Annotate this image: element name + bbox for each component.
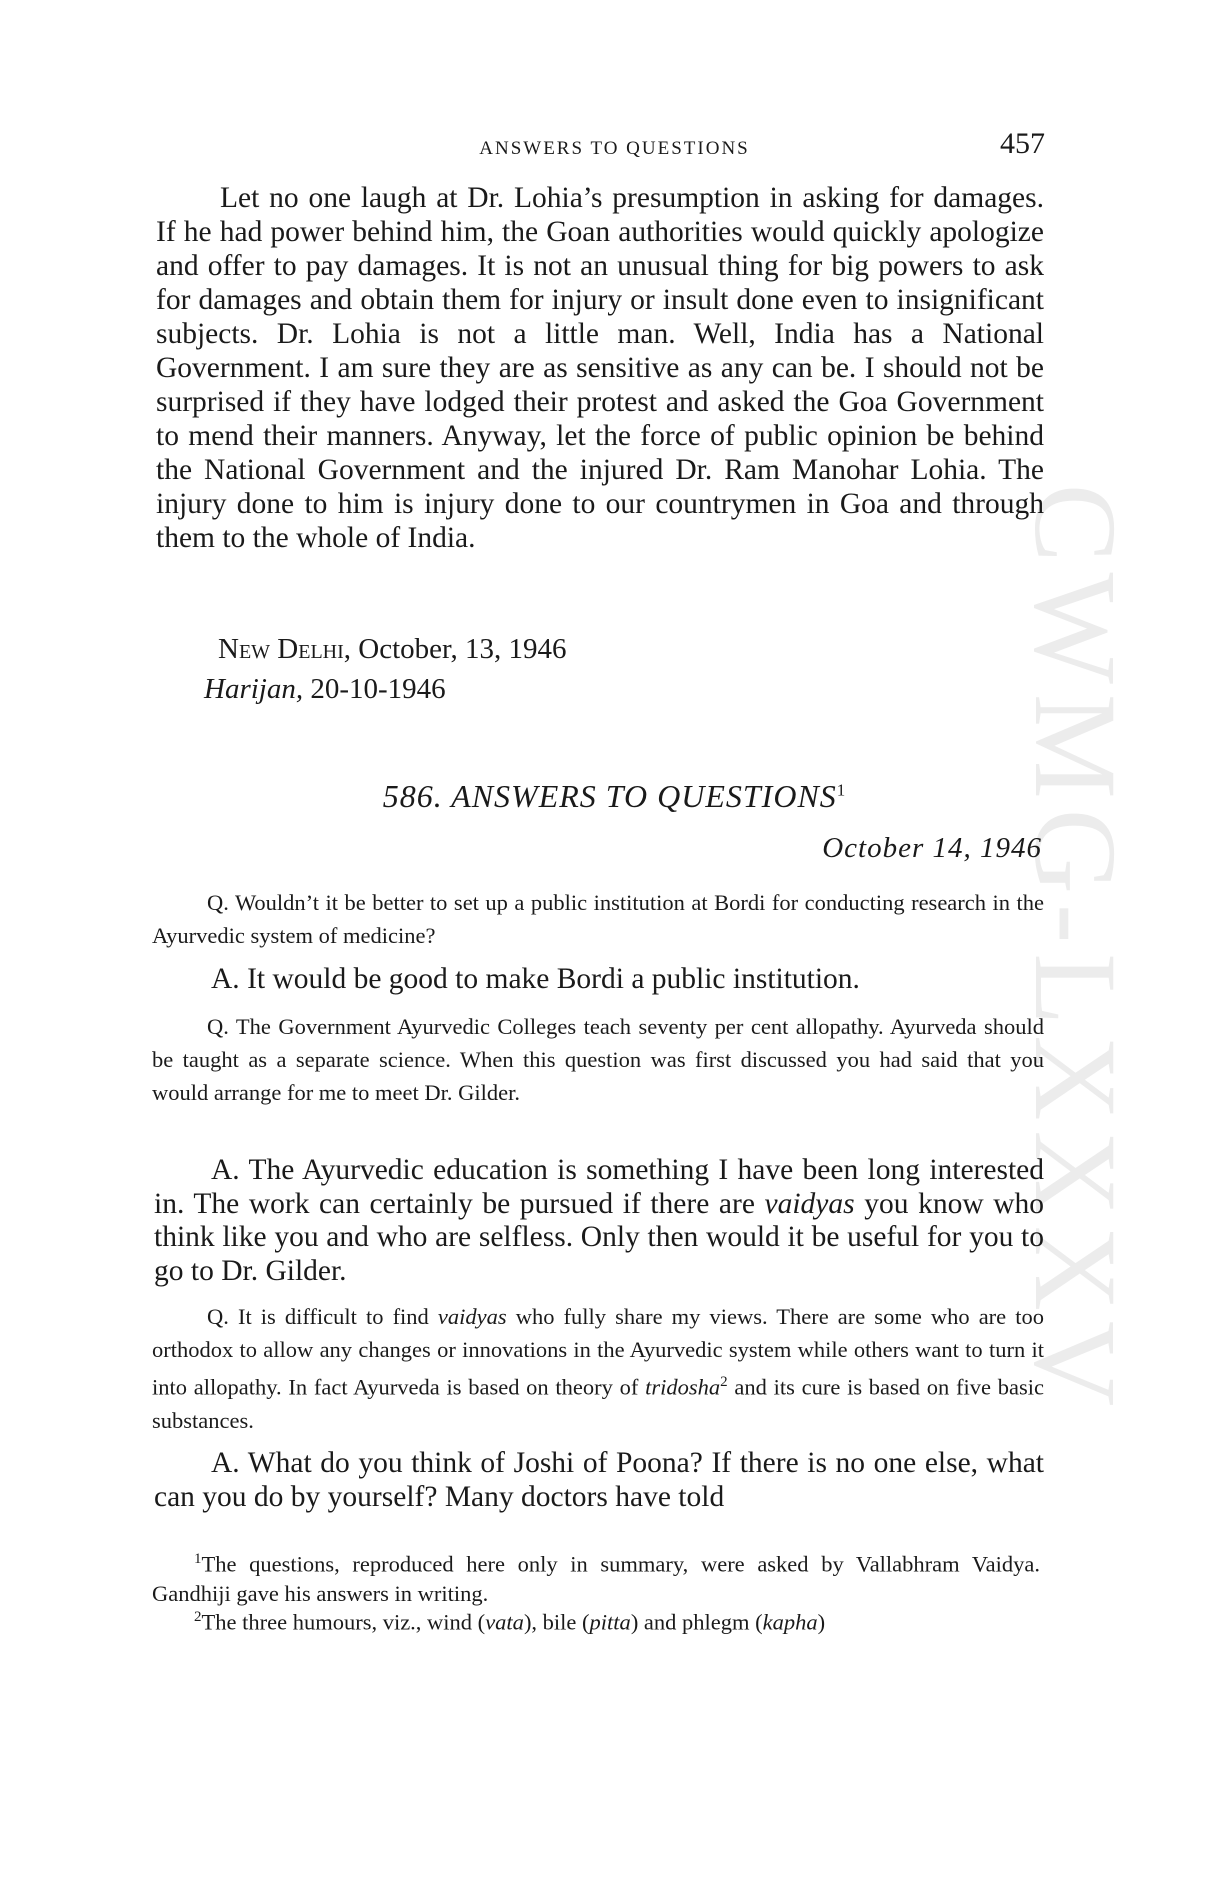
answer-marker: A. — [211, 1447, 240, 1479]
item-date: October 14, 1946 — [822, 832, 1042, 864]
answer-text: It would be good to make Bordi a public institution. — [247, 963, 860, 995]
footnote-mark: 1 — [194, 1551, 202, 1567]
footnote-text: ), bile ( — [523, 1609, 590, 1635]
answer-text: The Ayurvedic education is something I have been long interested in. The work can certainly be pursued if there are — [154, 1154, 1044, 1220]
item-title-text: ANSWERS TO QUESTIONS — [451, 778, 837, 814]
answer-3 — [154, 1447, 1044, 1514]
question-text: Wouldn’t it be better to set up a public institution at Bordi for conducting research in the Ayurvedic system of medicine? — [152, 890, 1045, 948]
footnote-mark: 2 — [194, 1609, 202, 1625]
answer-text: you know who think like you and who are selfless. Only then would it be useful for you to go to Dr. Gilder. — [154, 1187, 1045, 1287]
answer-text: What do you think of Joshi of Poona? If there is no one else, what can you do by yourself? Many doctors have told — [154, 1447, 1045, 1513]
place-dateline — [218, 633, 1106, 666]
footnote-ref: 2 — [720, 1374, 728, 1390]
answer-marker: A. — [211, 963, 240, 995]
footnote-text: The three humours, viz., wind ( — [201, 1609, 486, 1635]
question-2 — [152, 1010, 1044, 1109]
title-footnote-ref: 1 — [836, 780, 847, 800]
watermark-text: CWMG-LXXXV — [1010, 483, 1142, 1417]
footnote-italic-term: pitta — [589, 1609, 631, 1635]
question-marker: Q. — [207, 1014, 229, 1039]
page-number: 457 — [1000, 127, 1045, 160]
footnote-text: ) — [817, 1609, 826, 1635]
running-head: ANSWERS TO QUESTIONS — [479, 138, 750, 159]
previous-item-paragraph: Let no one laugh at Dr. Lohia’s presumption in asking for damages. If he had power behind him, the Goan authorities would quickly apologize and offer to pay damages. It is not an unusual thing for big powers to ask for damages and obtain them for injury or insult done even to insignificant subjects. Dr. Lohia is not a little man. Well, India has a National Government. I am sure they are as sensitive as any can be. I should not be surprised if they have lodged their protest and asked the Goa Government to mend their manners. Anyway, let the force of public opinion be behind the National Government and the injured Dr. Ram Manohar Lohia. The injury done to him is injury done to our countrymen in Goa and through them to the whole of India. — [156, 182, 1044, 554]
question-marker: Q. — [207, 1304, 229, 1329]
question-italic-term: vaidyas — [437, 1304, 507, 1329]
answer-italic-term: vaidyas — [764, 1187, 855, 1220]
question-italic-term: tridosha — [645, 1374, 721, 1400]
answer-2 — [154, 1154, 1044, 1288]
footnote-italic-term: vata — [485, 1609, 524, 1635]
footnote-1 — [152, 1545, 1040, 1608]
question-text: and its cure is based on five basic substances. — [152, 1374, 1044, 1433]
question-1 — [152, 886, 1044, 952]
source-title: Harijan, — [204, 673, 304, 705]
item-title — [0, 778, 1229, 815]
question-text: who fully share my views. There are some who are too orthodox to allow any changes or innovations in the Ayurvedic system while others want to turn it into allopathy. In fact Ayurveda is based on theory of — [152, 1304, 1044, 1400]
footnote-text: The questions, reproduced here only in summary, were asked by Vallabhram Vaidya. Gandhiji gave his answers in writing. — [152, 1551, 1040, 1606]
previous-item-paragraph-block — [156, 181, 1044, 555]
footnote-italic-term: kapha — [762, 1609, 818, 1635]
footnote-text: ) and phlegm ( — [630, 1609, 763, 1635]
question-text: The Government Ayurvedic Colleges teach seventy per cent allopathy. Ayurveda should be taught as a separate science. When this question was first discussed you had said that you would arrange for me to meet Dr. Gilder. — [152, 1014, 1044, 1105]
question-3 — [152, 1300, 1044, 1437]
answer-1 — [154, 963, 1044, 997]
dateline-date: October, 13, 1946 — [358, 633, 567, 665]
footnote-2 — [152, 1603, 1040, 1637]
answer-marker: A. — [211, 1154, 240, 1186]
source-date: 20-10-1946 — [310, 673, 446, 705]
place: New Delhi, — [218, 633, 352, 665]
source-citation — [204, 673, 1092, 706]
item-number: 586. — [382, 778, 443, 814]
question-text: It is difficult to find — [237, 1304, 438, 1329]
question-marker: Q. — [207, 890, 229, 915]
